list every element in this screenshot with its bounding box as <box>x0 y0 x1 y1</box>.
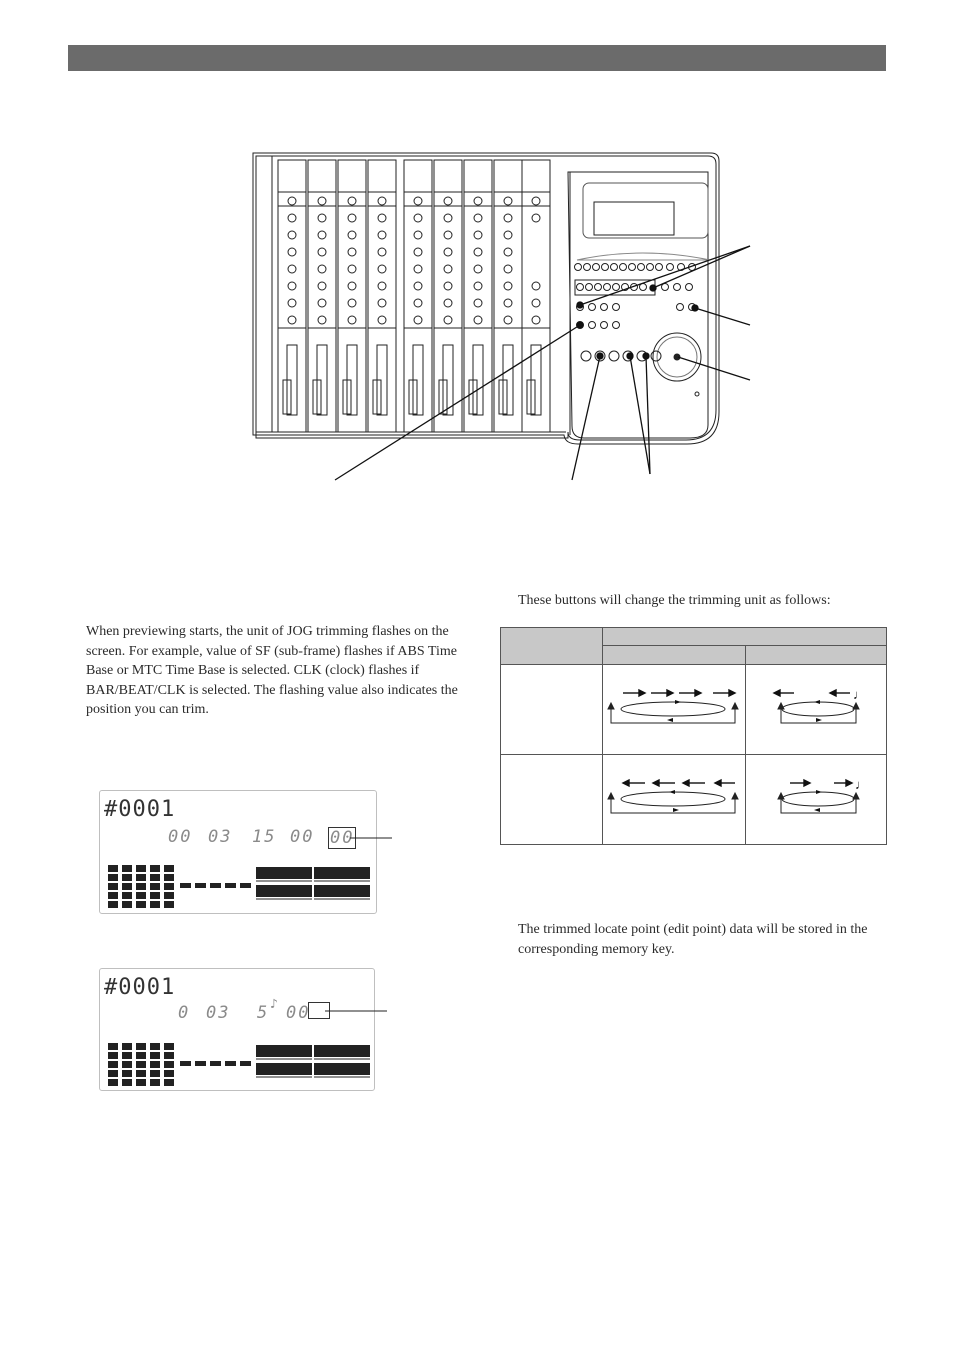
left-paragraph: When previewing starts, the unit of JOG trimming flashes on the screen. For example, value of SF (sub-frame) flashes if ABS Time Base or MTC Time Base is selected. CLK (clock) flashes if BAR/BEAT/CLK is selected. The flashing value also indicates the position you can trim. <box>86 624 458 717</box>
time-value-second: 15 <box>252 827 277 847</box>
table-header-bar <box>746 646 887 665</box>
callout-line-1 <box>350 815 400 845</box>
header-bar <box>68 45 886 71</box>
time-value-hour: 00 <box>168 827 193 847</box>
time-value-beat: 03 <box>206 1003 231 1023</box>
flashing-value: 00 <box>330 828 355 848</box>
time-value-subframe: 00 <box>286 1003 311 1023</box>
table-cell-reverse-abs <box>603 755 746 845</box>
note-icon: ♩ <box>855 777 868 792</box>
trim-unit-table <box>500 627 887 845</box>
note-symbol: ♪ <box>270 997 280 1012</box>
callout-line-2 <box>325 995 395 1025</box>
time-value-bar: 0 <box>178 1003 191 1023</box>
table-header-button <box>501 628 603 665</box>
level-meters <box>106 1039 374 1089</box>
footer-paragraph: The trimmed locate point (edit point) data will be stored in the corresponding memory key. <box>518 922 868 957</box>
table-cell-forward-bar <box>746 665 887 755</box>
table-header-unit <box>603 628 887 646</box>
locate-number: #0001 <box>104 797 176 822</box>
time-value-frame: 00 <box>290 827 315 847</box>
note-icon: ♩ <box>853 687 866 702</box>
time-value-clock: 5 <box>257 1003 270 1023</box>
time-value-minute: 03 <box>208 827 233 847</box>
lcd-display-bar-beat <box>99 968 375 1091</box>
table-cell-reverse-bar <box>746 755 887 845</box>
table-header-abs <box>603 646 746 665</box>
table-cell-forward-abs <box>603 665 746 755</box>
level-meters <box>106 861 374 911</box>
intro-text: These buttons will change the trimming unit as follows: <box>518 593 831 608</box>
table-row-label-forward <box>501 665 603 755</box>
table-row-label-reverse <box>501 755 603 845</box>
mixer-illustration <box>250 150 760 490</box>
locate-number: #0001 <box>104 975 176 1000</box>
lcd-display-abs <box>99 790 377 914</box>
